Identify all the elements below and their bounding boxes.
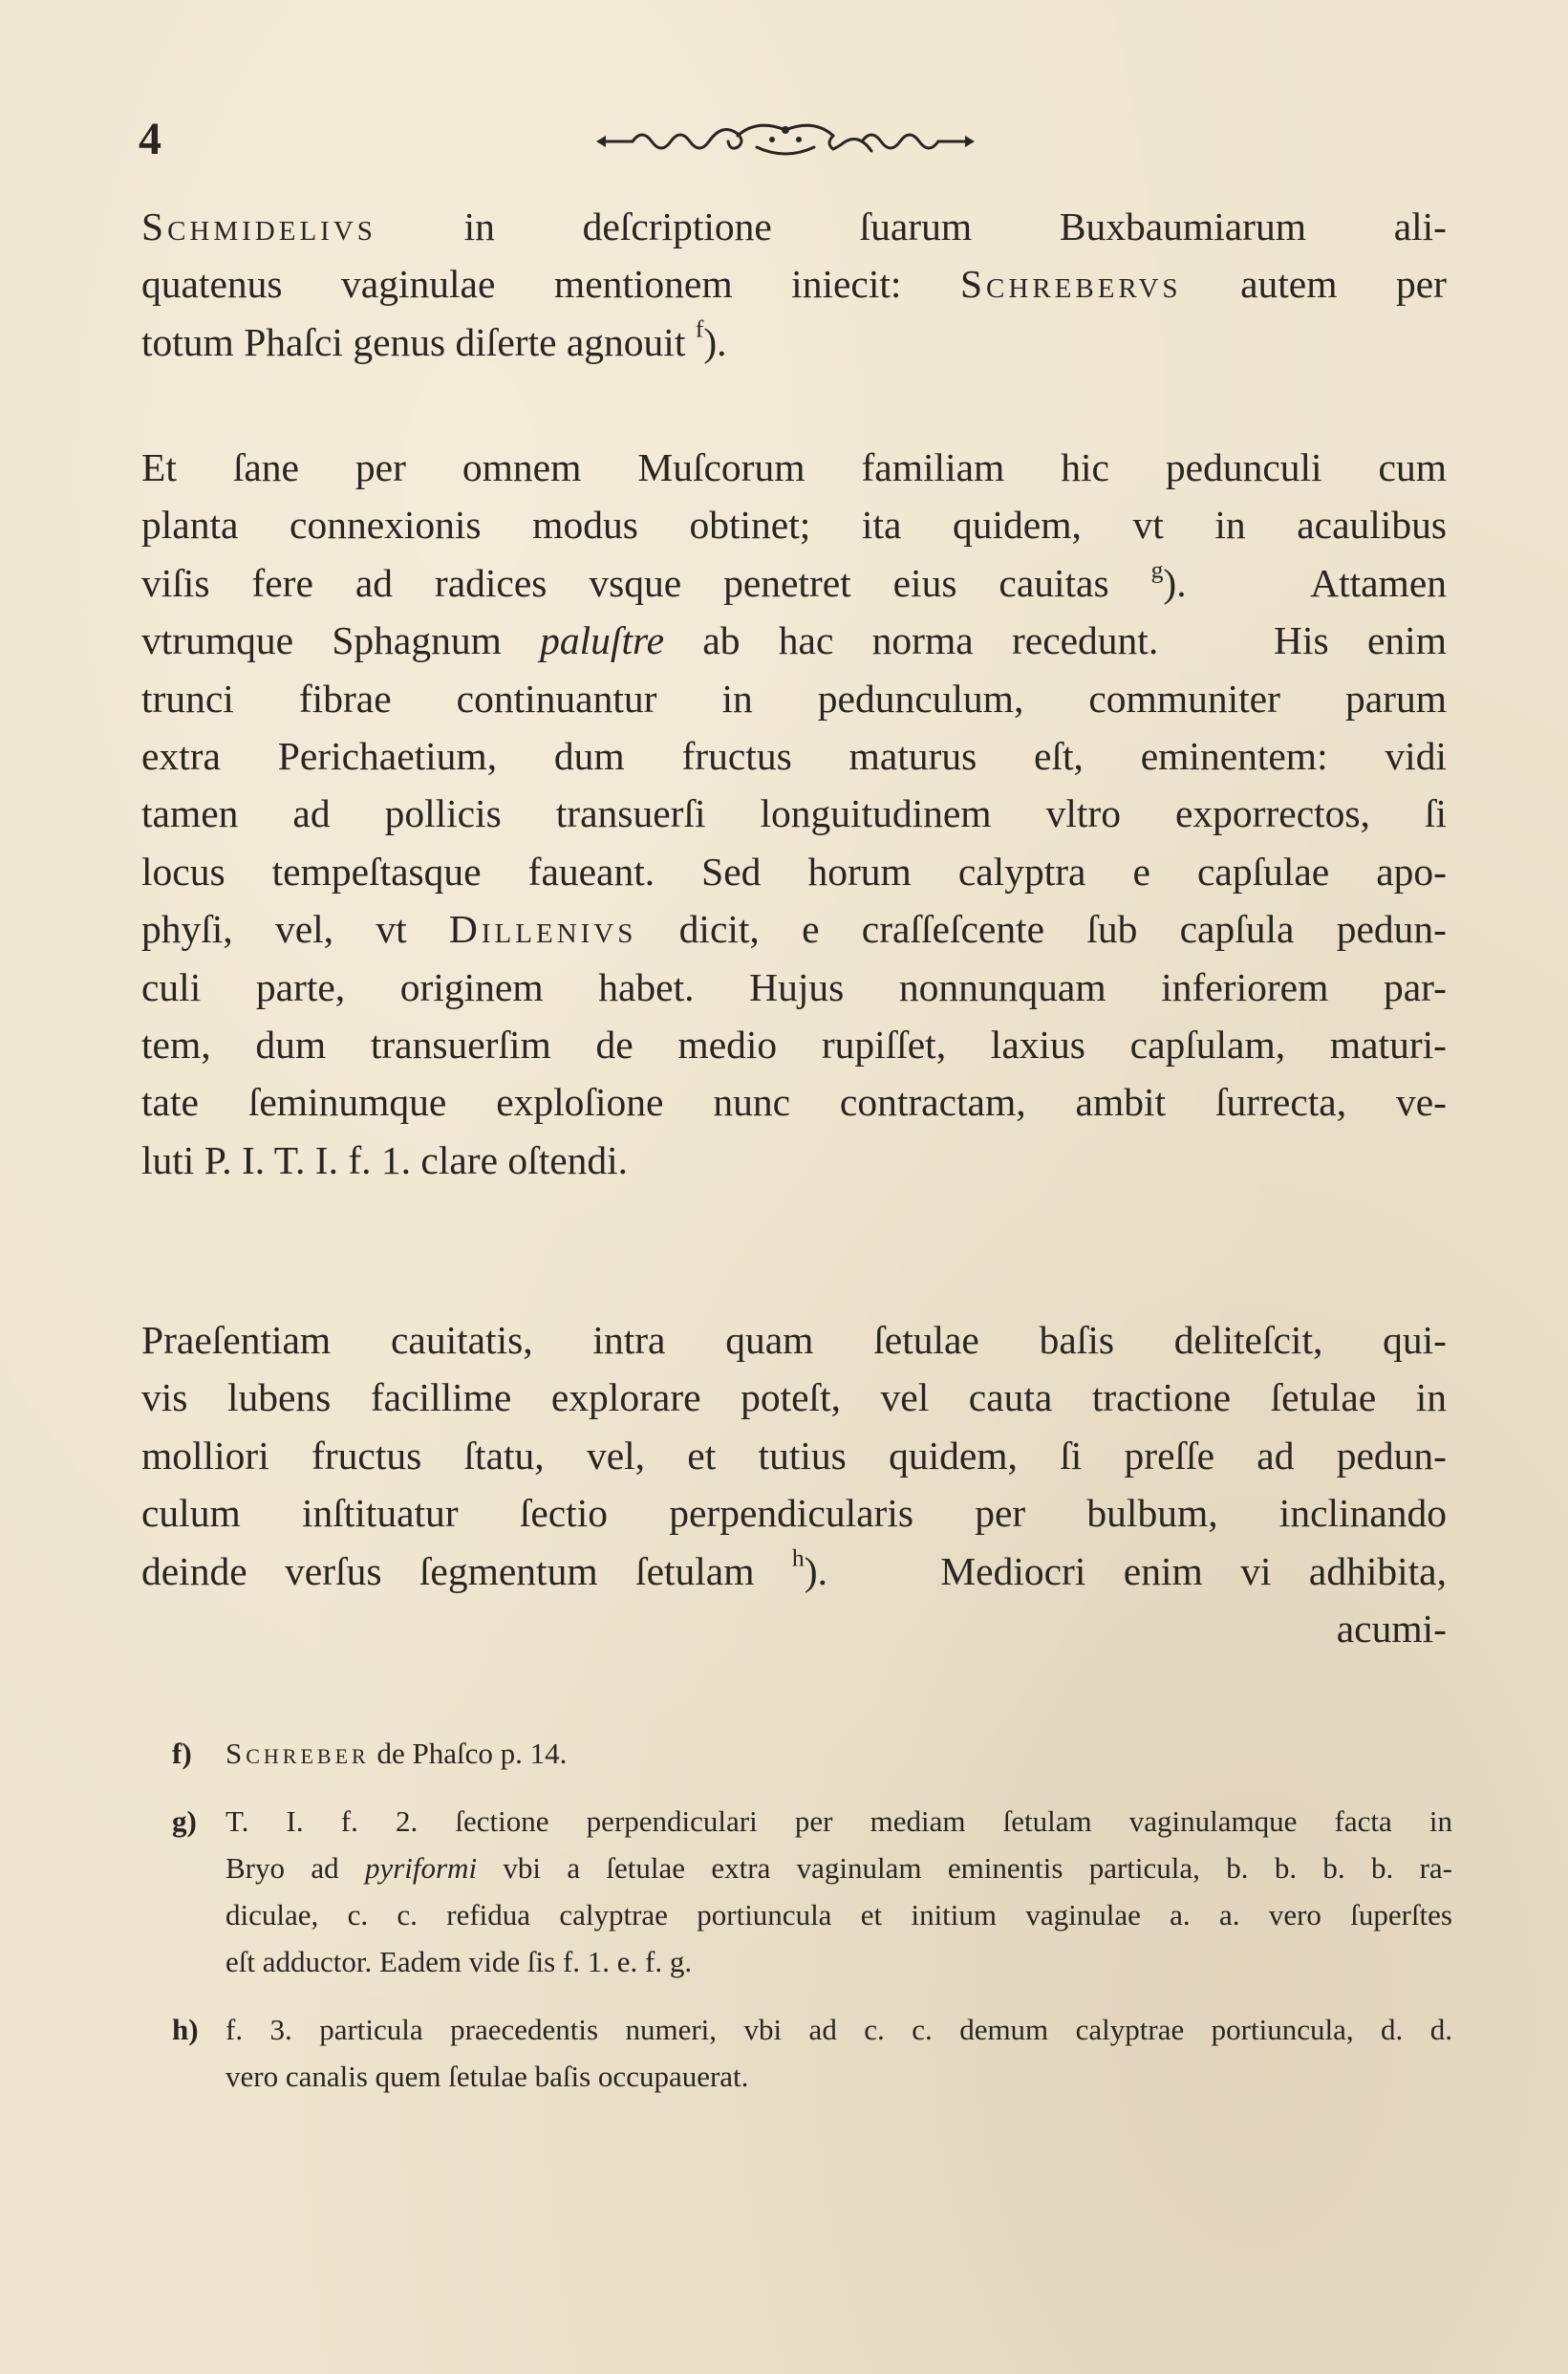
species-name: pyriformi bbox=[364, 1851, 478, 1885]
text-line: viſis fere ad radices vsque penetret eius cauitas $^g$). Attamen bbox=[141, 555, 1447, 605]
catchword: acumi- bbox=[1336, 1606, 1447, 1651]
text-line: vtrumque Sphagnum paluſtre ab hac norma recedunt. His enim bbox=[141, 618, 1447, 663]
text-line: locus tempeſtasque faueant. Sed horum calyptra e capſulae apo- bbox=[141, 849, 1447, 894]
footnote-marker: h) bbox=[172, 2013, 199, 2046]
footnote-g bbox=[172, 1798, 1452, 1985]
author-name-schreberus: Schrebervs bbox=[959, 262, 1182, 307]
text-line: deinde verſus ſegmentum ſetulam $^h$). Mediocri enim vi adhibita, bbox=[141, 1543, 1447, 1593]
footnote-ref-f: f bbox=[695, 314, 704, 343]
text-line: tate ſeminumque exploſione nunc contractam, ambit ſurrecta, ve- bbox=[141, 1080, 1447, 1125]
text-line: culi parte, originem habet. Hujus nonnunquam inferiorem par- bbox=[141, 964, 1447, 1009]
text-line: culum inſtituatur ſectio perpendicularis per bulbum, inclinando bbox=[141, 1491, 1447, 1536]
page-number: 4 bbox=[139, 114, 161, 164]
footnote-f bbox=[172, 1730, 1452, 1777]
paragraph-3 bbox=[141, 1311, 1447, 1657]
paragraph-2 bbox=[141, 439, 1447, 1189]
footnote-line: Bryo ad pyriformi vbi a ſetulae extra vaginulam eminentis particula, b. b. b. b. ra- bbox=[226, 1851, 1452, 1885]
text-line: quatenus vaginulae mentionem iniecit: Schrebervs autem per bbox=[141, 262, 1447, 307]
text-line: tem, dum transuerſim de medio rupiſſet, laxius capſulam, maturi- bbox=[141, 1022, 1447, 1067]
footnote-line: vero canalis quem ſetulae baſis occupauerat. bbox=[226, 2060, 749, 2093]
footnote-marker: g) bbox=[172, 1804, 197, 1838]
text-line: extra Perichaetium, dum fructus maturus eſt, eminentem: vidi bbox=[141, 733, 1447, 778]
text-line: Schmidelivs in deſcriptione ſuarum Buxbaumiarum ali- bbox=[141, 205, 1448, 248]
text-line: Et ſane per omnem Muſcorum familiam hic pedunculi cum bbox=[141, 445, 1447, 489]
decorative-vine-ornament-icon bbox=[594, 119, 977, 162]
footnote-line: diculae, c. c. refidua calyptrae portiuncula et initium vaginulae a. a. vero ſuperſtes bbox=[226, 1898, 1452, 1932]
footnotes bbox=[172, 1730, 1452, 2121]
footnote-line: eſt adductor. Eadem vide ſis f. 1. e. f. g. bbox=[226, 1945, 693, 1978]
text-line: tamen ad pollicis transuerſi longuitudinem vltro exporrectos, ſi bbox=[141, 791, 1447, 836]
footnote-line: f. 3. particula praecedentis numeri, vbi ad c. c. demum calyptrae portiuncula, d. d. bbox=[226, 2013, 1452, 2046]
footnote-line: T. I. f. 2. ſectione perpendiculari per mediam ſetulam vaginulamque facta in bbox=[226, 1804, 1452, 1838]
text-line: totum Phaſci genus diſerte agnouit $^f$). bbox=[141, 314, 727, 364]
author-name-schmidelius: Schmidelivs bbox=[141, 205, 376, 248]
footnote-line: Schreber de Phaſco p. 14. bbox=[226, 1737, 568, 1770]
text-line: trunci fibrae continuantur in pedunculum, communiter parum bbox=[141, 676, 1447, 721]
text-line: planta connexionis modus obtinet; ita quidem, vt in acaulibus bbox=[141, 503, 1447, 548]
footnote-marker: f) bbox=[172, 1737, 192, 1770]
text-line: molliori fructus ſtatu, vel, et tutius quidem, ſi preſſe ad pedun- bbox=[141, 1433, 1447, 1478]
author-name-dillenius: Dillenivs bbox=[448, 907, 637, 952]
species-name: paluſtre bbox=[540, 618, 665, 663]
text-line: luti P. I. T. I. f. 1. clare oſtendi. bbox=[141, 1137, 629, 1182]
text-line: Praeſentiam cauitatis, intra quam ſetulae baſis deliteſcit, qui- bbox=[141, 1318, 1447, 1362]
footnote-ref-h: h bbox=[791, 1543, 805, 1572]
author-name-schreber: Schreber bbox=[226, 1737, 370, 1770]
text-line: phyſi, vel, vt Dillenivs dicit, e craſſeſcente ſub capſula pedun- bbox=[141, 907, 1447, 952]
footnote-h bbox=[172, 2006, 1452, 2100]
text-fragment: deſcriptione ſuarum Buxbaumiarum ali- bbox=[582, 205, 1448, 248]
footnote-ref-g: g bbox=[1150, 555, 1164, 584]
text-line: vis lubens facillime explorare poteſt, vel cauta tractione ſetulae in bbox=[141, 1375, 1447, 1420]
paragraph-1 bbox=[141, 198, 1447, 371]
